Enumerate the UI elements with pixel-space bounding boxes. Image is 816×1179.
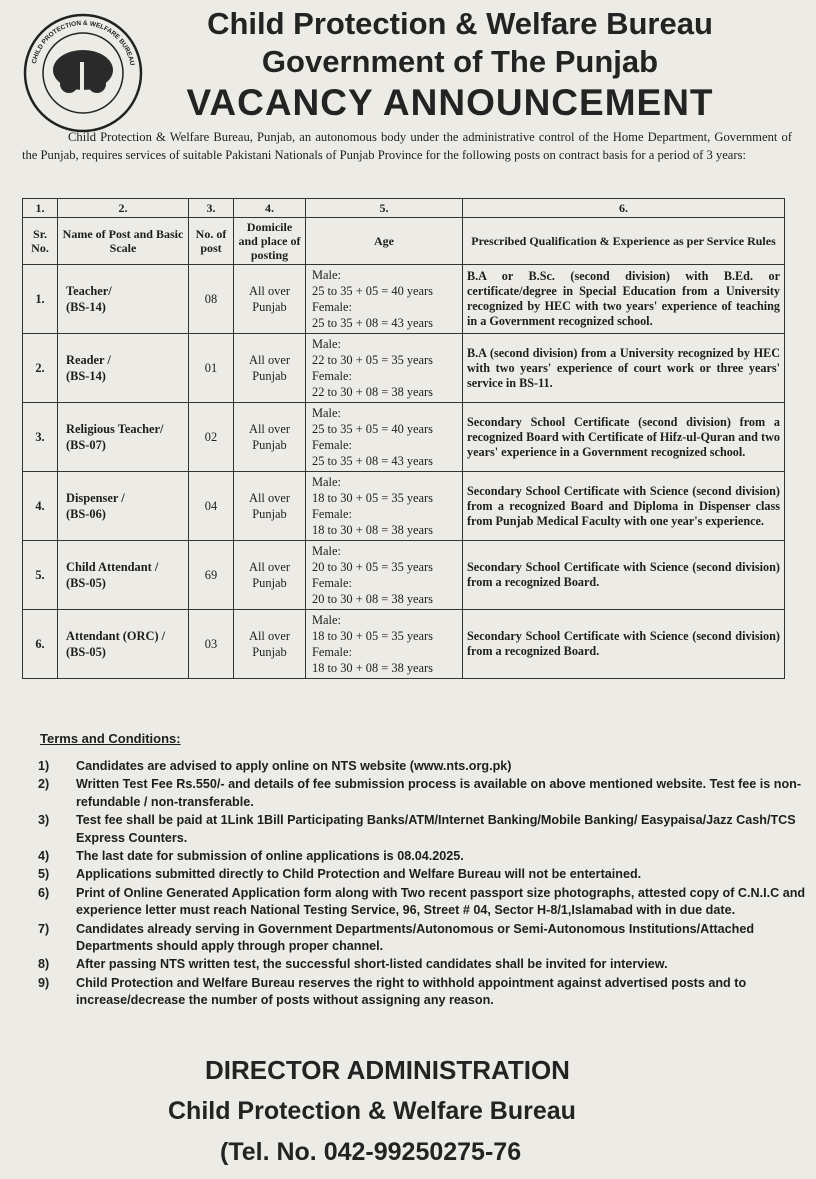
age-cell	[306, 334, 463, 403]
post-scale: (BS-05)	[66, 576, 106, 590]
age-cell	[306, 610, 463, 679]
qualification: B.A (second division) from a University recognized by HEC with two years' experience of court work or three years' service in BS-11.	[463, 334, 785, 403]
signature-organization: Child Protection & Welfare Bureau	[168, 1097, 576, 1125]
age-line: 25 to 35 + 05 = 40 years	[312, 422, 434, 436]
signature-designation: DIRECTOR ADMINISTRATION	[205, 1055, 570, 1085]
post-count: 02	[189, 403, 234, 472]
post-name: Child Attendant /	[66, 560, 159, 574]
age-cell	[306, 472, 463, 541]
term-number: 9)	[38, 975, 50, 990]
term-text: Candidates are advised to apply online on NTS website (www.nts.org.pk)	[76, 759, 512, 773]
post-count: 01	[189, 334, 234, 403]
term-text: Applications submitted directly to Child Protection and Welfare Bureau will not be entertained.	[76, 867, 642, 882]
govt-title: Government of The Punjab	[261, 44, 659, 79]
post-scale: (BS-06)	[66, 507, 106, 521]
qualification: Secondary School Certificate with Science (second division) from a recognized Board.	[463, 541, 785, 610]
post-count: 08	[189, 265, 234, 334]
age-line: 22 to 30 + 08 = 38 years	[312, 385, 434, 399]
domicile: All over Punjab	[234, 265, 306, 334]
qualification: Secondary School Certificate with Science (second division) from a recognized Board.	[463, 610, 785, 679]
age-cell	[306, 265, 463, 334]
domicile: All over Punjab	[234, 610, 306, 679]
post-cell	[58, 472, 189, 541]
age-line: 20 to 30 + 05 = 35 years	[312, 560, 434, 574]
bureau-logo	[22, 12, 144, 134]
qualification: B.A or B.Sc. (second division) with B.Ed. or certificate/degree in Special Education from a University recognized by HEC with two years' experience of teaching in a Government recognized school.	[463, 265, 785, 334]
age-line: Female:	[312, 300, 352, 314]
header-row	[23, 218, 785, 265]
header-post-name: Name of Post and Basic Scale	[58, 218, 189, 265]
org-title: Child Protection & Welfare Bureau	[207, 6, 713, 41]
term-item	[38, 848, 808, 865]
age-line: 25 to 35 + 08 = 43 years	[312, 316, 434, 330]
term-item	[38, 956, 808, 973]
svg-text:CHILD PROTECTION & WELFARE BUR: CHILD PROTECTION & WELFARE BUREAU	[30, 19, 136, 67]
sr-no: 1.	[23, 265, 58, 334]
domicile: All over Punjab	[234, 472, 306, 541]
age-line: Male:	[312, 544, 341, 558]
term-item	[38, 921, 808, 956]
term-number: 4)	[38, 849, 50, 864]
table-row	[23, 541, 785, 610]
post-name: Dispenser /	[66, 491, 125, 505]
post-count: 03	[189, 610, 234, 679]
domicile: All over Punjab	[234, 334, 306, 403]
post-scale: (BS-07)	[66, 438, 106, 452]
age-line: Male:	[312, 475, 341, 489]
term-item	[38, 812, 808, 847]
post-name: Religious Teacher/	[66, 422, 164, 436]
domicile: All over Punjab	[234, 541, 306, 610]
table-row	[23, 265, 785, 334]
age-line: 18 to 30 + 05 = 35 years	[312, 491, 434, 505]
age-line: 18 to 30 + 05 = 35 years	[312, 629, 434, 643]
age-line: Female:	[312, 576, 352, 590]
announcement-title: VACANCY ANNOUNCEMENT	[186, 82, 714, 123]
age-line: 20 to 30 + 08 = 38 years	[312, 592, 434, 606]
term-item	[38, 776, 808, 811]
post-name: Attendant (ORC) /	[66, 629, 166, 643]
header-qualification: Prescribed Qualification & Experience as per Service Rules	[463, 218, 785, 265]
term-item	[38, 758, 808, 775]
age-cell	[306, 541, 463, 610]
age-line: 25 to 35 + 05 = 40 years	[312, 284, 434, 298]
post-cell	[58, 541, 189, 610]
term-number: 8)	[38, 957, 50, 972]
terms-list	[38, 758, 808, 1011]
term-text: Written Test Fee Rs.550/- and details of fee submission process is available on above mentioned website. Test fee is non-refundable / non-transferable.	[76, 777, 802, 809]
term-number: 5)	[38, 867, 50, 882]
sr-no: 3.	[23, 403, 58, 472]
intro-text: Child Protection & Welfare Bureau, Punjab, an autonomous body under the administrative control of the Home Department, Government of the Punjab, requires services of suitable Pakistani Nationals of Punjab Province for the following posts on contract basis for a period of 3 years:	[22, 130, 792, 162]
age-line: Female:	[312, 438, 352, 452]
term-number: 6)	[38, 885, 50, 900]
age-cell	[306, 403, 463, 472]
intro-paragraph	[22, 128, 792, 164]
age-line: 22 to 30 + 05 = 35 years	[312, 353, 434, 367]
post-cell	[58, 610, 189, 679]
col-number: 4.	[234, 199, 306, 218]
col-number: 1.	[23, 199, 58, 218]
term-number: 3)	[38, 813, 50, 828]
col-number: 3.	[189, 199, 234, 218]
term-text: The last date for submission of online applications is 08.04.2025.	[76, 849, 464, 864]
age-line: Male:	[312, 406, 341, 420]
age-line: 18 to 30 + 08 = 38 years	[312, 523, 434, 537]
table-row	[23, 334, 785, 403]
col-number: 5.	[306, 199, 463, 218]
vacancy-table	[22, 198, 785, 679]
term-text: Candidates already serving in Government Departments/Autonomous or Semi-Autonomous Institutions/Attached Departments should apply through proper channel.	[76, 921, 755, 954]
term-text: Print of Online Generated Application form along with Two recent passport size photographs, attested copy of C.N.I.C and experience letter must reach National Testing Service, 96, Street # 04, Sector H-8/1,Islamabad with in due date.	[76, 885, 806, 918]
domicile: All over Punjab	[234, 403, 306, 472]
table-row	[23, 472, 785, 541]
term-item	[38, 866, 808, 883]
col-number: 2.	[58, 199, 189, 218]
signature-phone: (Tel. No. 042-99250275-76	[220, 1138, 522, 1166]
terms-title: Terms and Conditions:	[40, 731, 181, 746]
term-text: After passing NTS written test, the successful short-listed candidates shall be invited for interview.	[76, 957, 668, 972]
post-count: 04	[189, 472, 234, 541]
post-name: Teacher/	[66, 284, 112, 298]
post-scale: (BS-14)	[66, 369, 106, 383]
term-number: 7)	[38, 921, 50, 936]
age-line: Male:	[312, 268, 341, 282]
header-no-of-post: No. of post	[189, 218, 234, 265]
sr-no: 2.	[23, 334, 58, 403]
post-scale: (BS-14)	[66, 300, 106, 314]
qualification: Secondary School Certificate with Science (second division) from a recognized Board and Diploma in Dispenser class from Punjab Medical Faculty with one year's experience.	[463, 472, 785, 541]
term-number: 2)	[38, 777, 50, 792]
age-line: Female:	[312, 369, 352, 383]
table-row	[23, 403, 785, 472]
age-line: Female:	[312, 507, 352, 521]
post-name: Reader /	[66, 353, 111, 367]
age-line: Male:	[312, 337, 341, 351]
age-line: 25 to 35 + 08 = 43 years	[312, 454, 434, 468]
term-number: 1)	[38, 759, 50, 773]
sr-no: 4.	[23, 472, 58, 541]
post-cell	[58, 334, 189, 403]
post-cell	[58, 403, 189, 472]
table-row	[23, 610, 785, 679]
header-sr-no: Sr. No.	[23, 218, 58, 265]
term-text: Test fee shall be paid at 1Link 1Bill Participating Banks/ATM/Internet Banking/Mobile Banking/ Easypaisa/Jazz Cash/TCS Express Counters.	[76, 813, 796, 845]
sr-no: 6.	[23, 610, 58, 679]
age-line: Male:	[312, 613, 341, 627]
age-line: Female:	[312, 645, 352, 659]
age-line: 18 to 30 + 08 = 38 years	[312, 661, 434, 675]
header-age: Age	[306, 218, 463, 265]
sr-no: 5.	[23, 541, 58, 610]
header-domicile: Domicile and place of posting	[234, 218, 306, 265]
term-item	[38, 885, 808, 920]
post-cell	[58, 265, 189, 334]
post-scale: (BS-05)	[66, 645, 106, 659]
col-number: 6.	[463, 199, 785, 218]
column-number-row	[23, 199, 785, 218]
qualification: Secondary School Certificate (second division) from a recognized Board with Certificate of Hifz-ul-Quran and two years' experience in a Government recognized school.	[463, 403, 785, 472]
term-text: Child Protection and Welfare Bureau reserves the right to withhold appointment against advertised posts and to increase/decrease the number of posts without assigning any reason.	[76, 975, 747, 1008]
post-count: 69	[189, 541, 234, 610]
term-item	[38, 975, 808, 1010]
